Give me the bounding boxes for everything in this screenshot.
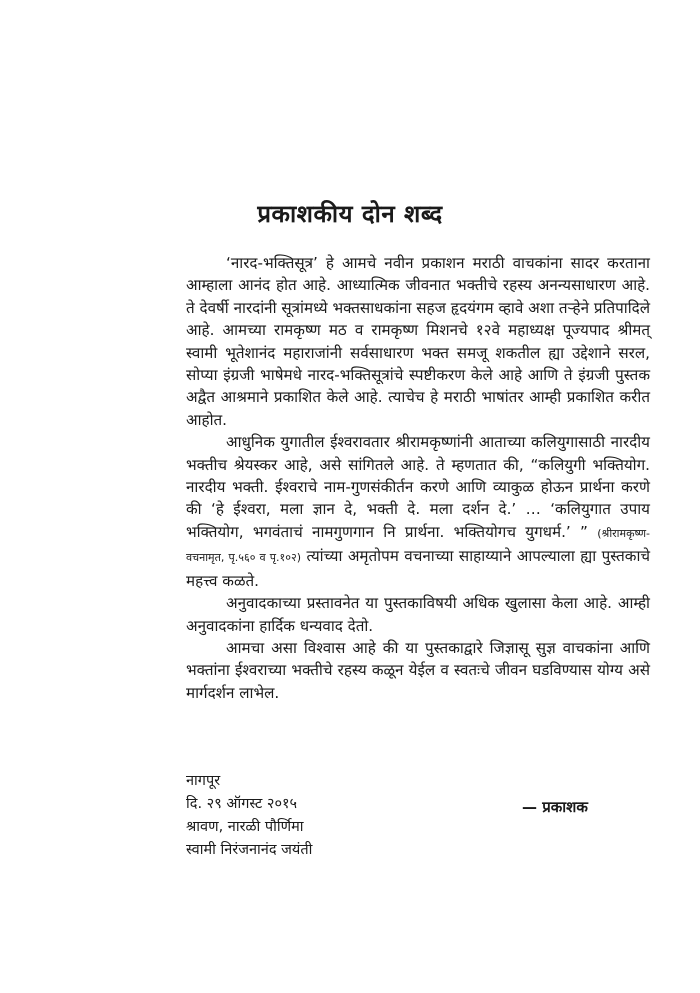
footer-date: दि. २९ ऑगस्ट २०१५ <box>186 796 298 812</box>
paragraph-2-end: त्यांच्या अमृतोपम वचनाच्या साहाय्याने आपल्याला ह्या पुस्तकाचे महत्त्व कळते. <box>186 547 651 590</box>
page-title: प्रकाशकीय दोन शब्द <box>257 200 443 228</box>
footer-occasion: श्रावण, नारळी पौर्णिमा <box>186 819 304 835</box>
paragraph-2 <box>186 431 650 592</box>
paragraph-1: ‘नारद-भक्तिसूत्र’ हे आमचे नवीन प्रकाशन मराठी वाचकांना सादर करताना आम्हाला आनंद होत आहे. आध्यात्मिक जीवनात भक्तीचे रहस्य अनन्यसाधारण आहे. ते देवर्षी नारदांनी सूत्रांमध्ये भक्तसाधकांना सहज हृदयंगम व्हावे अशा तऱ्हेने प्रतिपादिले आहे. आमच्या रामकृष्ण मठ व रामकृष्ण मिशनचे १२वे महाध्यक्ष पूज्यपाद श्रीमत् स्वामी भूतेशानंद महाराजांनी सर्वसाधारण भक्त समजू शकतील ह्या उद्देशाने सरल, सोप्या इंग्रजी भाषेमधे नारद-भक्तिसूत्रांचे स्पष्टीकरण केले आहे आणि ते इंग्रजी पुस्तक अद्वैत आश्रमाने प्रकाशित केले आहे. त्याचेच हे मराठी भाषांतर आम्ही प्रकाशित करीत आहोत. <box>186 254 650 429</box>
paragraph-3: अनुवादकाच्या प्रस्तावनेत या पुस्तकाविषयी अधिक खुलासा केला आहे. आम्ही अनुवादकांना हार्दिक धन्यवाद देतो. <box>186 594 650 635</box>
publisher-signature: — प्रकाशक <box>522 798 588 816</box>
footer-place: नागपूर <box>186 773 221 789</box>
body-text <box>186 252 650 704</box>
paragraph-2-main: आधुनिक युगातील ईश्वरावतार श्रीरामकृष्णांनी आताच्या कलियुगासाठी नारदीय भक्तीच श्रेयस्कर आहे, असे सांगितले आहे. ते म्हणतात की, “कलियुगी भक्तियोग. नारदीय भक्ती. ईश्वराचे नाम-गुणसंकीर्तन करणे आणि व्याकुळ होऊन प्रार्थना करणे की ‘हे ईश्वरा, मला ज्ञान दे, भक्ती दे. मला दर्शन दे.’ … ‘कलियुगात उपाय भक्तियोग, भगवंताचं नामगुणगान नि प्रार्थना. भक्तियोगच युगधर्म.’ ” <box>186 433 650 541</box>
paragraph-4: आमचा असा विश्वास आहे की या पुस्तकाद्वारे जिज्ञासू सुज्ञ वाचकांना आणि भक्तांना ईश्वराच्या भक्तीचे रहस्य कळून येईल व स्वतःचे जीवन घडविण्यास योग्य असे मार्गदर्शन लाभेल. <box>186 638 650 702</box>
footer-place-date <box>186 770 312 862</box>
paragraph-2-reference: (श्रीरामकृष्ण-वचनामृत, पृ.५६० व पृ.१०२) <box>186 526 651 565</box>
footer-jayanti: स्वामी निरंजनानंद जयंती <box>186 842 313 858</box>
